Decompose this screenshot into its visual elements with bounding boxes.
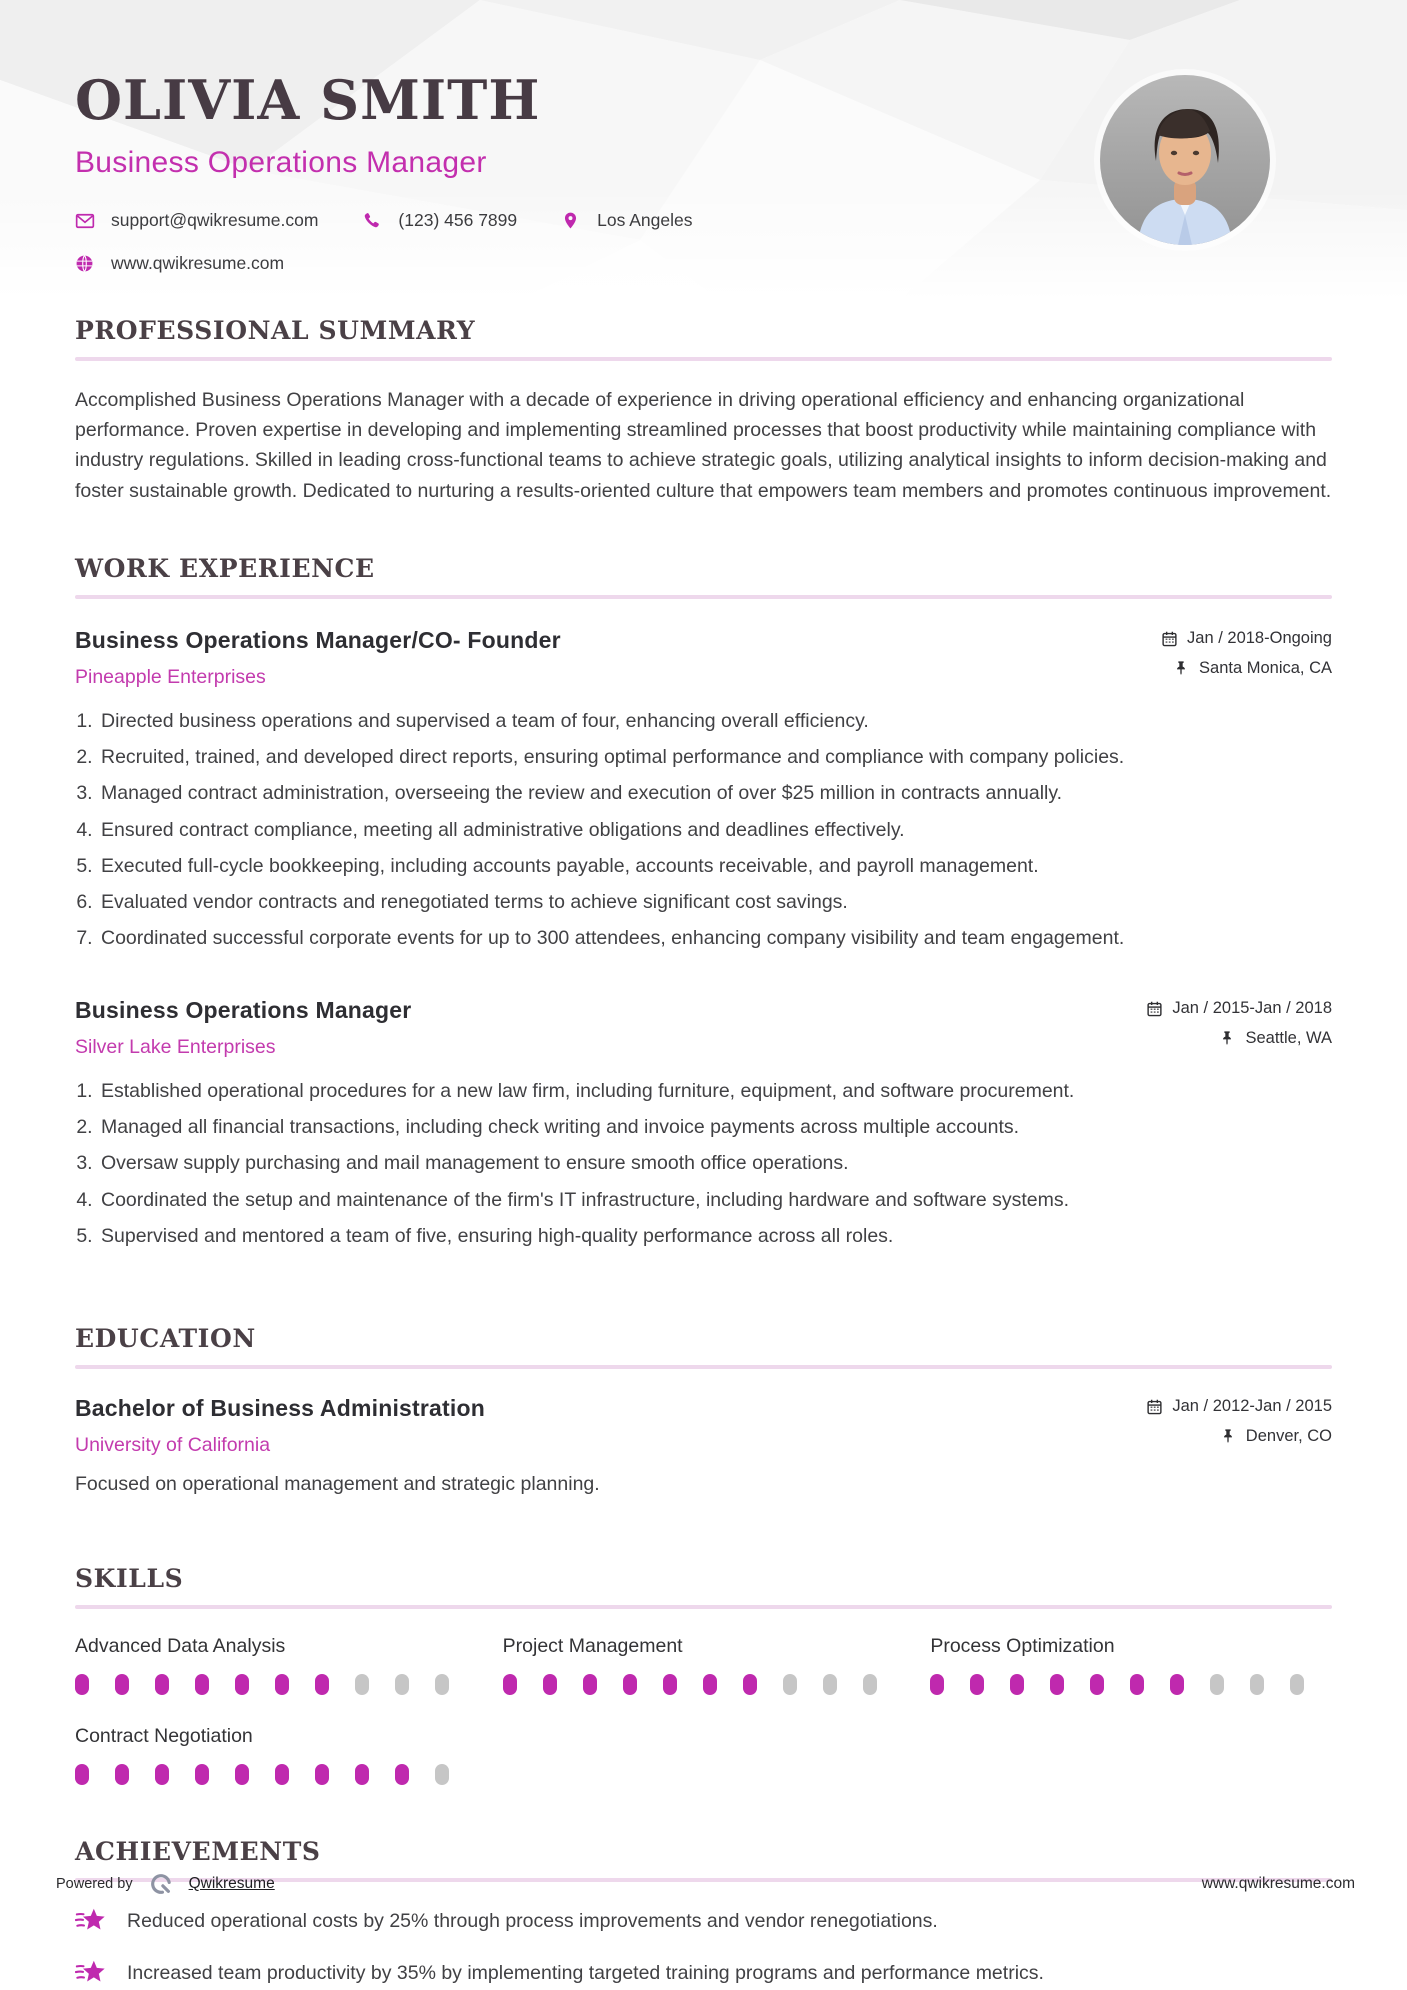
skill-dot-filled xyxy=(583,1674,597,1695)
skill-dot-filled xyxy=(275,1764,289,1785)
skill-dot-filled xyxy=(355,1764,369,1785)
job-bullet: 4. Ensured contract compliance, meeting all administrative obligations and deadlines effectively. xyxy=(98,816,1332,844)
degree-title: Bachelor of Business Administration xyxy=(75,1395,485,1422)
profile-photo xyxy=(1100,75,1270,245)
job-location: Seattle, WA xyxy=(1219,1029,1332,1048)
skill-dot-filled xyxy=(1010,1674,1024,1695)
contact-location-text: Los Angeles xyxy=(597,210,693,230)
job-title: Business Operations Manager/CO- Founder xyxy=(75,626,561,653)
section-work-experience xyxy=(75,554,1332,1250)
skill-dot-filled xyxy=(1170,1674,1184,1695)
achievements-list xyxy=(75,1908,1332,1988)
section-divider xyxy=(75,1365,1332,1369)
job-company: Pineapple Enterprises xyxy=(75,665,266,688)
job-entry xyxy=(75,997,1332,1250)
skills-grid xyxy=(75,1635,1332,1785)
contact-location xyxy=(561,210,692,231)
education-entry xyxy=(75,1395,1332,1496)
skill-dot-filled xyxy=(970,1674,984,1695)
skill-dot-empty xyxy=(395,1674,409,1695)
skill-dot-filled xyxy=(115,1674,129,1695)
skill-rating xyxy=(503,1674,905,1695)
skill-dot-empty xyxy=(435,1674,449,1695)
skill-dot-filled xyxy=(275,1674,289,1695)
skill-dot-filled xyxy=(930,1674,944,1695)
skill-dot-filled xyxy=(743,1674,757,1695)
skill-dot-filled xyxy=(1090,1674,1104,1695)
achievement-item xyxy=(75,1908,1332,1936)
achievement-text: Increased team productivity by 35% by implementing targeted training programs and performance metrics. xyxy=(127,1962,1044,1985)
skill-dot-filled xyxy=(543,1674,557,1695)
job-title: Business Operations Manager xyxy=(75,996,412,1023)
skill-name: Project Management xyxy=(502,1635,683,1658)
skill-dot-filled xyxy=(623,1674,637,1695)
resume-header xyxy=(75,0,1332,274)
pushpin-icon xyxy=(1173,660,1190,677)
skill-name: Contract Negotiation xyxy=(75,1725,253,1748)
skill-dot-filled xyxy=(315,1764,329,1785)
skill-dot-filled xyxy=(703,1674,717,1695)
contact-phone-text: (123) 456 7899 xyxy=(398,210,518,230)
skill-dot-filled xyxy=(1050,1674,1064,1695)
calendar-icon xyxy=(1146,1398,1163,1415)
job-bullet: 2. Recruited, trained, and developed direct reports, ensuring optimal performance and compliance with company policies. xyxy=(98,743,1332,771)
skill-item xyxy=(503,1635,905,1695)
job-company: Silver Lake Enterprises xyxy=(75,1035,276,1058)
skill-name: Advanced Data Analysis xyxy=(75,1635,286,1658)
shooting-star-icon xyxy=(75,1958,107,1988)
skill-dot-filled xyxy=(195,1764,209,1785)
achievement-item xyxy=(75,1960,1332,1988)
skill-dot-empty xyxy=(355,1674,369,1695)
skill-dot-filled xyxy=(235,1674,249,1695)
job-bullet: 3. Oversaw supply purchasing and mail management to ensure smooth office operations. xyxy=(98,1149,1332,1177)
job-bullet: 1. Directed business operations and supervised a team of four, enhancing overall efficiency. xyxy=(98,707,1332,735)
skill-dot-filled xyxy=(195,1674,209,1695)
skill-dot-filled xyxy=(315,1674,329,1695)
skill-dot-empty xyxy=(783,1674,797,1695)
job-bullet: 5. Supervised and mentored a team of five, ensuring high-quality performance across all roles. xyxy=(98,1222,1332,1250)
achievement-text: Reduced operational costs by 25% through process improvements and vendor renegotiations. xyxy=(127,1910,938,1933)
shooting-star-icon xyxy=(75,1906,107,1936)
candidate-title: Business Operations Manager xyxy=(75,146,487,179)
contact-row-secondary xyxy=(75,253,1332,274)
job-bullet: 7. Coordinated successful corporate events for up to 300 attendees, enhancing company visibility and team engagement. xyxy=(98,924,1332,952)
qwikresume-brand-link[interactable]: Qwikresume xyxy=(188,1875,275,1892)
contact-website-text: www.qwikresume.com xyxy=(111,253,285,273)
skill-dot-filled xyxy=(1130,1674,1144,1695)
section-divider xyxy=(75,595,1332,599)
skills-heading: SKILLS xyxy=(75,1564,184,1594)
calendar-icon xyxy=(1146,1000,1163,1017)
school-name: University of California xyxy=(75,1434,271,1457)
skill-rating xyxy=(75,1764,477,1785)
skill-dot-empty xyxy=(863,1674,877,1695)
skill-dot-empty xyxy=(435,1764,449,1785)
job-bullets xyxy=(75,1077,1332,1250)
job-entry xyxy=(75,627,1332,953)
achievements-heading: ACHIEVEMENTS xyxy=(75,1837,321,1867)
skill-dot-filled xyxy=(75,1674,89,1695)
contact-email-text: support@qwikresume.com xyxy=(111,210,319,230)
phone-icon xyxy=(362,211,382,231)
section-education xyxy=(75,1324,1332,1496)
job-bullet: 4. Coordinated the setup and maintenance of the firm's IT infrastructure, including hardware and software systems. xyxy=(98,1186,1332,1214)
education-description: Focused on operational management and strategic planning. xyxy=(75,1473,600,1496)
section-skills xyxy=(75,1564,1332,1785)
skill-dot-empty xyxy=(823,1674,837,1695)
footer-website-link[interactable]: www.qwikresume.com xyxy=(1201,1875,1355,1892)
section-divider xyxy=(75,357,1332,361)
job-bullet: 5. Executed full-cycle bookkeeping, including accounts payable, accounts receivable, and payroll management. xyxy=(98,852,1332,880)
section-professional-summary xyxy=(75,316,1332,506)
job-dates: Jan / 2015-Jan / 2018 xyxy=(1146,999,1332,1018)
skill-dot-filled xyxy=(155,1764,169,1785)
summary-heading: PROFESSIONAL SUMMARY xyxy=(75,316,476,345)
education-dates: Jan / 2012-Jan / 2015 xyxy=(1146,1397,1332,1416)
skill-dot-filled xyxy=(115,1764,129,1785)
contact-phone[interactable] xyxy=(362,210,517,231)
skill-dot-empty xyxy=(1290,1674,1304,1695)
candidate-name: OLIVIA SMITH xyxy=(75,68,541,132)
contact-email[interactable] xyxy=(75,210,318,231)
summary-text: Accomplished Business Operations Manager with a decade of experience in driving operational efficiency and enhancing organizational performance. Proven expertise in developing and implementing streamlined processes that boost productivity while maintaining compliance with industry regulations. Skilled in leading cross-functional teams to achieve strategic goals, utilizing analytical insights to inform decision-making and foster sustainable growth. Dedicated to nurturing a results-oriented culture that empowers team members and promotes continuous improvement. xyxy=(75,389,1332,502)
section-divider xyxy=(75,1605,1332,1609)
skill-item xyxy=(930,1635,1332,1695)
pushpin-icon xyxy=(1219,1030,1236,1047)
skill-rating xyxy=(930,1674,1332,1695)
powered-by-label: Powered by xyxy=(56,1876,133,1892)
skill-dot-empty xyxy=(1250,1674,1264,1695)
skill-dot-filled xyxy=(503,1674,517,1695)
pushpin-icon xyxy=(1220,1428,1237,1445)
job-location: Santa Monica, CA xyxy=(1173,659,1332,678)
job-dates: Jan / 2018-Ongoing xyxy=(1161,629,1332,648)
job-bullets xyxy=(75,707,1332,953)
job-bullet: 2. Managed all financial transactions, including check writing and invoice payments across multiple accounts. xyxy=(98,1113,1332,1141)
globe-icon xyxy=(75,254,95,274)
skill-dot-filled xyxy=(663,1674,677,1695)
education-heading: EDUCATION xyxy=(75,1324,256,1354)
skill-dot-empty xyxy=(1210,1674,1224,1695)
job-bullet: 3. Managed contract administration, overseeing the review and execution of over $25 million in contracts annually. xyxy=(98,779,1332,807)
calendar-icon xyxy=(1161,630,1178,647)
email-icon xyxy=(75,211,95,231)
skill-dot-filled xyxy=(395,1764,409,1785)
skill-dot-filled xyxy=(155,1674,169,1695)
skill-item xyxy=(75,1725,477,1785)
qwikresume-logo-icon xyxy=(149,1872,173,1896)
skill-dot-filled xyxy=(235,1764,249,1785)
education-location: Denver, CO xyxy=(1220,1427,1332,1446)
section-achievements xyxy=(75,1837,1332,1988)
skill-rating xyxy=(75,1674,477,1695)
skill-dot-filled xyxy=(75,1764,89,1785)
job-bullet: 1. Established operational procedures for a new law firm, including furniture, equipment, and software procurement. xyxy=(98,1077,1332,1105)
skill-item xyxy=(75,1635,477,1695)
page-footer xyxy=(56,1872,1355,1896)
skill-name: Process Optimization xyxy=(930,1635,1115,1658)
experience-heading: WORK EXPERIENCE xyxy=(75,553,375,583)
job-bullet: 6. Evaluated vendor contracts and renegotiated terms to achieve significant cost savings. xyxy=(98,888,1332,916)
contact-website[interactable] xyxy=(75,253,284,274)
location-pin-icon xyxy=(561,211,581,231)
